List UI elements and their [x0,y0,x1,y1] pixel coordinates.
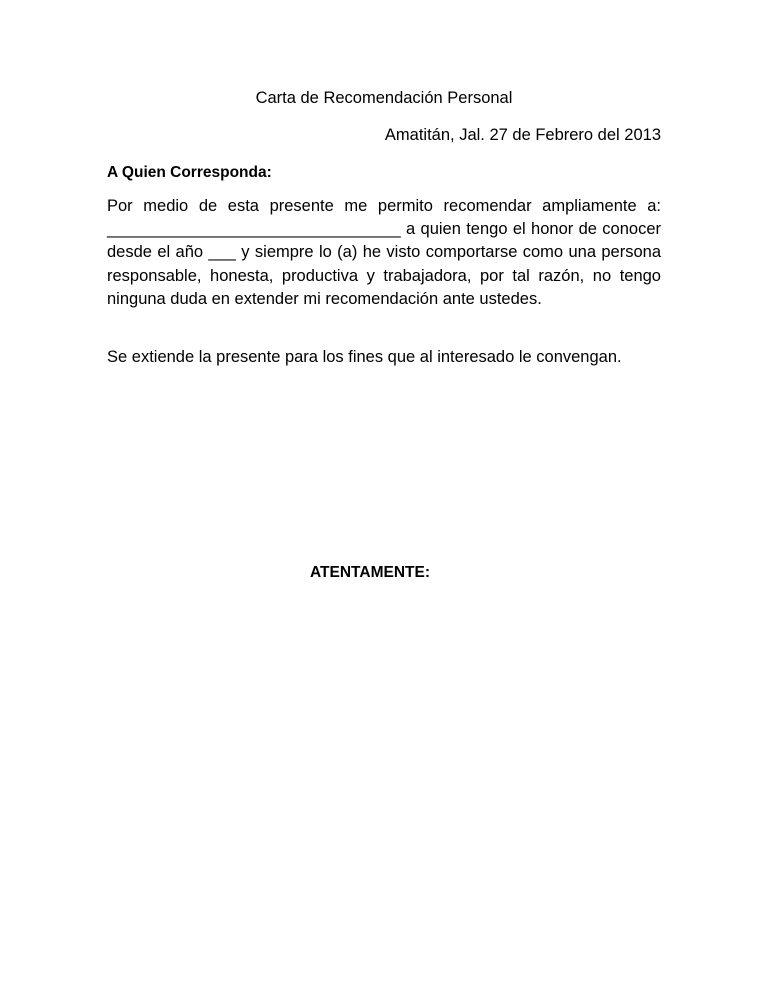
recommendation-paragraph: Por medio de esta presente me permito recomendar ampliamente a: ________________________________ a quien tengo el honor de conocer desde el año ___ y siempre lo (a) he visto comportarse como una persona responsable, honesta, productiva y trabajadora, por tal razón, no tengo ninguna duda en extender mi recomendación ante ustedes. [107,197,661,308]
place-and-date: Amatitán, Jal. 27 de Febrero del 2013 [384,126,661,144]
closing-paragraph: Se extiende la presente para los fines que al interesado le convengan. [107,348,622,366]
signoff: ATENTAMENTE: [310,564,430,581]
letter-title: Carta de Recomendación Personal [255,89,513,107]
salutation: A Quien Corresponda: [107,164,272,181]
